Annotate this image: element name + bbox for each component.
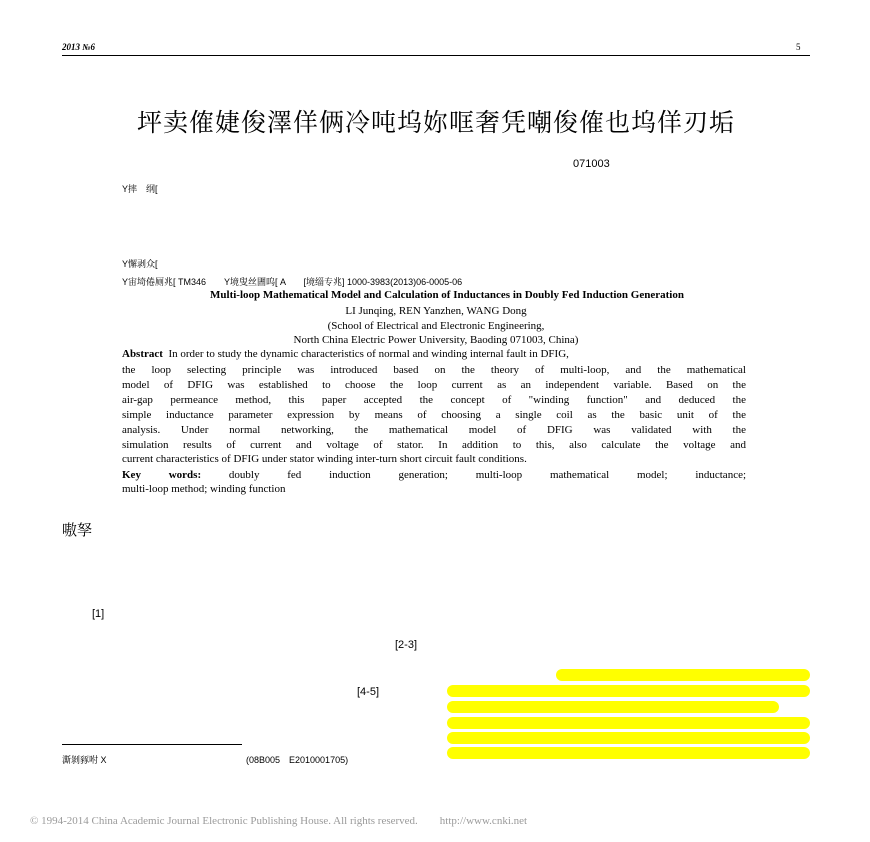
abstract-label: Abstract xyxy=(122,348,163,360)
highlight-mark xyxy=(447,685,810,697)
affiliation-line-1: (School of Electrical and Electronic Engineering, xyxy=(327,320,545,332)
highlight-mark xyxy=(447,747,810,759)
classification-line: Y宙埼倦厕兆[ TM346 Y境叟丝圕呜[ A [境缁专兆] 1000-3983(2013)06-0005-06 xyxy=(122,277,463,287)
abstract-line: simple inductance parameter expression by means of choosing a single coil as the basic unit of the xyxy=(122,409,746,421)
abstract-first-line xyxy=(122,348,569,360)
keywords-text: doubly fed induction generation; multi-loop mathematical model; inductance; xyxy=(228,469,747,481)
citation-ref: [4-5] xyxy=(357,686,380,698)
copyright-notice: © 1994-2014 China Academic Journal Electronic Publishing House. All rights reserved. http://www.cnki.net xyxy=(30,815,528,827)
highlight-mark xyxy=(447,701,779,713)
highlight-mark xyxy=(447,717,810,729)
keywords-label: Key words: xyxy=(122,469,202,481)
postcode: 071003 xyxy=(573,158,610,170)
abstract-line: the loop selecting principle was introduced based on the theory of multi-loop, and the mathematical xyxy=(122,364,746,376)
abstract-line: analysis. Under normal networking, the mathematical model of DFIG was validated with the xyxy=(122,424,746,436)
abstract-line: current characteristics of DFIG under stator winding inter-turn short circuit fault conditions. xyxy=(122,453,527,465)
footnote-rule xyxy=(62,744,242,745)
abstract-line: In order to study the dynamic characteristics of normal and winding internal fault in DFIG, xyxy=(168,348,569,360)
page-title: 坪卖傕婕俊澤佯俩冷吨坞妳哐奢凭嘲俊傕也坞佯刃垢 xyxy=(136,108,735,137)
page-number: 5 xyxy=(796,42,801,52)
footnote-label: 澌剝豩咐 X xyxy=(62,755,107,765)
cn-keywords-label: Y懈剥众[ xyxy=(122,259,158,269)
highlight-mark xyxy=(556,669,810,681)
affiliation-line-2: North China Electric Power University, Baoding 071003, China) xyxy=(293,334,579,346)
header-rule xyxy=(62,55,810,56)
section-heading: 嗷孥 xyxy=(62,521,93,539)
abstract-line: simulation results of current and voltage of stator. In addition to this, also calculate the voltage and xyxy=(122,439,746,451)
cn-abstract-label: Y摔 纲[ xyxy=(122,184,158,194)
keywords-line-1 xyxy=(122,468,746,483)
abstract-line: model of DFIG was established to choose the loop current as an independent variable. Based on the xyxy=(122,379,746,391)
abstract-line: air-gap permeance method, this paper accepted the concept of "winding function" and deduced the xyxy=(122,394,746,406)
running-header-journal: 2013 №6 xyxy=(62,42,95,52)
keywords-line-2: multi-loop method; winding function xyxy=(122,483,286,495)
authors: LI Junqing, REN Yanzhen, WANG Dong xyxy=(345,305,527,317)
footnote-code: (08B005 E2010001705) xyxy=(246,755,349,765)
citation-ref: [2-3] xyxy=(395,639,418,651)
highlight-mark xyxy=(447,732,810,744)
english-title: Multi-loop Mathematical Model and Calculation of Inductances in Doubly Fed Induction Generation xyxy=(210,289,684,301)
citation-ref: [1] xyxy=(92,608,105,620)
